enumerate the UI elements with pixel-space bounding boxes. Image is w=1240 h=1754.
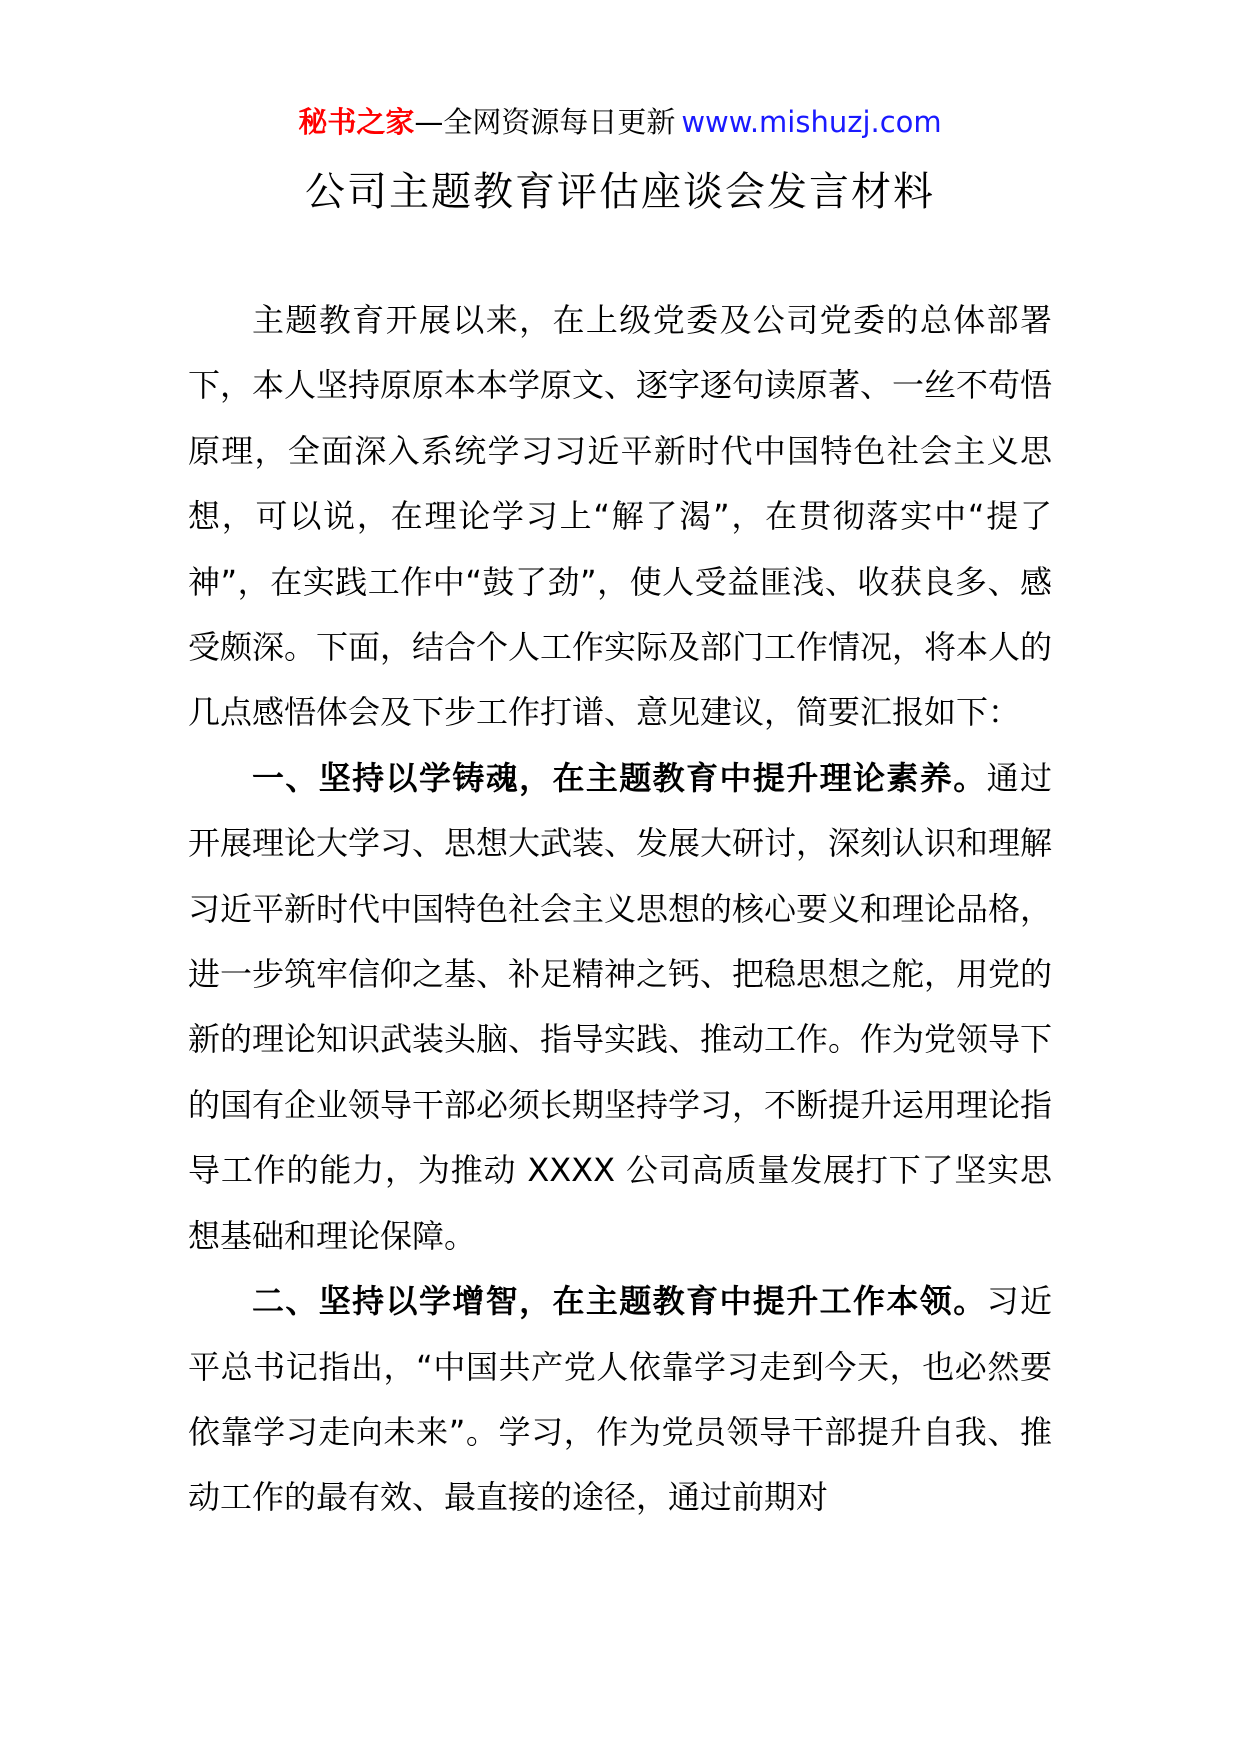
paragraph-heading: 二、坚持以学增智，在主题教育中提升工作本领。 (252, 1282, 987, 1321)
paragraph-text: 通过开展理论大学习、思想大武装、发展大研讨，深刻认识和理解习近平新时代中国特色社会主义思想的核心要义和理论品格，进一步筑牢信仰之基、补足精神之钙、把稳思想之舵，用党的新的理论知识武装头脑、指导实践、推动工作。作为党领导下的国有企业领导干部必须长期坚持学习，不断提升运用理论指导工作的能力，为推动 XXXX 公司高质量发展打下了坚实思想基础和理论保障。 (188, 758, 1053, 1255)
paragraph (188, 1269, 1052, 1531)
paragraph-text: 习近平总书记指出，“中国共产党人依靠学习走到今天，也必然要依靠学习走向未来”。学习，作为党员领导干部提升自我、推动工作的最有效、最直接的途径，通过前期对 (188, 1282, 1052, 1517)
document-title: 公司主题教育评估座谈会发言材料 (305, 169, 935, 215)
paragraph-heading: 一、坚持以学铸魂，在主题教育中提升理论素养。 (252, 758, 987, 797)
site-header (0, 100, 1240, 144)
paragraph-text: 主题教育开展以来，在上级党委及公司党委的总体部署下，本人坚持原原本本学原文、逐字逐句读原著、一丝不苟悟原理，全面深入系统学习习近平新时代中国特色社会主义思想，可以说，在理论学习上“解了渴”，在贯彻落实中“提了神”，在实践工作中“鼓了劲”，使人受益匪浅、收获良多、感受颇深。下面，结合个人工作实际及部门工作情况，将本人的几点感悟体会及下步工作打谱、意见建议，简要汇报如下： (188, 301, 1053, 732)
paragraph (188, 288, 1052, 746)
paragraph (188, 746, 1052, 1269)
header-slogan: —全网资源每日更新 (414, 105, 676, 139)
site-url-link[interactable]: www.mishuzj.com (681, 105, 942, 139)
brand-name: 秘书之家 (298, 105, 415, 139)
document-body (188, 288, 1052, 1531)
